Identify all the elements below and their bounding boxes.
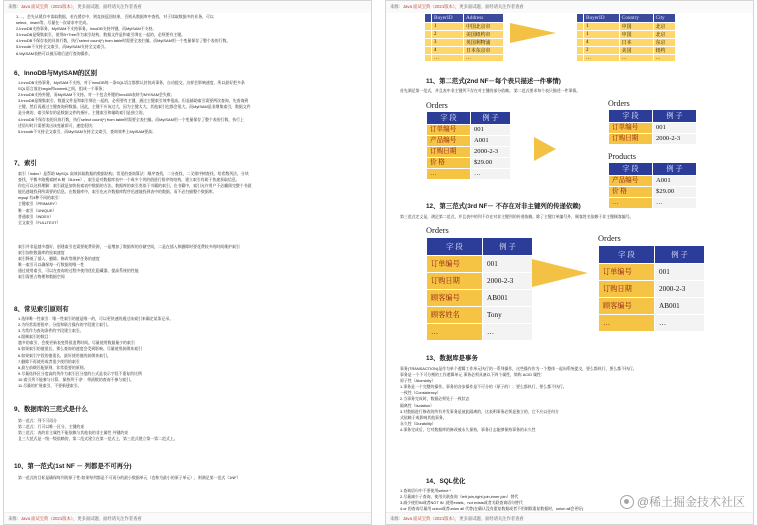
table-cell: 日本 [619, 39, 653, 47]
example-cell: … [471, 169, 511, 180]
table-row [427, 324, 533, 341]
table-cell: … [463, 55, 503, 62]
field-cell: 订单编号 [609, 123, 653, 134]
footer-prefix: 来源： [390, 516, 403, 521]
orders-table-before [426, 100, 511, 180]
example-cell: $29.00 [653, 187, 697, 198]
header-prefix: 来源： [8, 4, 21, 9]
section-14-title: 14、SQL优化 [426, 478, 466, 485]
column-header: Country [619, 14, 653, 23]
header-rest: ，更多面试题、面经请关注作者查看 [72, 4, 142, 9]
section-13-text: 事务(TRANSACTION)是作为单个逻辑工作单元执行的一系列操作，这些操作作为一个整体一起向系统提交，要么都执行、要么都不执行。 事务是一个不可分割的工作逻辑单元 事务必须具备以下四个属性，简称 ACID 属性： 原子性（Atomicity） 1.事务是一个完整的操作。事务的各步操作是不可分的（原子的）；要么都执行，要么都不执行。 一致性（Consistency） 2.当事务完成时，数据必须处于一致状态 隔离性（Isolation） 3.对数据进行修改的所有并发事务是彼此隔离的，这表明事务必须是独立的，它不应以任何方 式依赖于或影响其他事务。 永久性（Durability） 4.事务完成后，它对数据库的修改被永久保持，事务日志能够保持事务的永久性 [400, 366, 637, 432]
table-title: Orders [598, 234, 621, 243]
table-head [599, 246, 705, 264]
row-marker-cell [425, 23, 432, 31]
table [598, 245, 705, 332]
table-cell: 英国利物浦 [463, 39, 503, 47]
nf1-address-table [424, 13, 504, 62]
field-cell: 订购日期 [599, 281, 655, 298]
column-header: 字 段 [599, 246, 655, 264]
example-cell: 001 [653, 123, 697, 134]
example-cell: Tony [483, 307, 533, 324]
orders-table-before-3nf [426, 225, 533, 341]
table-row [577, 31, 676, 39]
footer-source-link[interactable]: Java 面试宝典（2021版本） [20, 516, 73, 521]
page-footer [386, 512, 753, 524]
table-cell: 纽约 [653, 47, 675, 55]
orders-table-after [608, 98, 697, 145]
example-cell: AB001 [655, 298, 705, 315]
table-cell: … [619, 55, 653, 62]
table-cell: 美国 [619, 47, 653, 55]
row-marker-cell [577, 55, 584, 62]
example-cell: 2000-2-3 [483, 273, 533, 290]
example-cell: … [653, 198, 697, 209]
table-row [425, 31, 504, 39]
table-title: Orders [426, 101, 448, 110]
header-row [609, 110, 697, 123]
table-cell: 1 [432, 23, 464, 31]
transform-arrow [510, 23, 556, 43]
field-cell: 订单编号 [599, 264, 655, 281]
field-cell: 顾客编号 [427, 290, 483, 307]
example-cell: 001 [483, 256, 533, 273]
table-cell: 日本东京市 [463, 47, 503, 55]
example-cell: A001 [471, 136, 511, 147]
table-row [609, 123, 697, 134]
table-cell: 中国 [619, 31, 653, 39]
header-source-link[interactable]: Java 面试宝典（2021版本） [20, 4, 73, 9]
table-row [427, 169, 511, 180]
left-page [3, 0, 372, 525]
field-cell: 价 格 [609, 187, 653, 198]
example-cell: AB001 [483, 290, 533, 307]
table-row [577, 39, 676, 47]
table-body [609, 176, 697, 209]
table-row [577, 55, 676, 62]
field-cell: 订单编号 [427, 125, 471, 136]
table-title: Orders [608, 99, 630, 108]
example-cell: 001 [471, 125, 511, 136]
section-11-text: 首先满足第一范式，并且表中非主键列不存在对主键的部分依赖。 第二范式要求每个表只描述一件事情。 [400, 88, 581, 93]
header-rest: ，更多面试题、面经请关注作者查看 [454, 4, 524, 9]
row-marker-cell [425, 55, 432, 62]
table-title: Orders [426, 226, 449, 235]
row-marker-cell [425, 39, 432, 47]
footer-source-link[interactable]: Java 面试宝典（2021版本） [402, 516, 455, 521]
example-cell: 2000-2-3 [653, 134, 697, 145]
table-row [577, 23, 676, 31]
section-11-title: 11、第二范式(2nd NF－每个表只描述一件事情) [426, 78, 561, 85]
column-header: 例 子 [483, 238, 533, 256]
table-cell: 东京 [653, 39, 675, 47]
field-cell: … [427, 169, 471, 180]
table-head [609, 110, 697, 123]
intro-text: 1.…，会先从缓存中读取数据，若在缓存中，则直接返回结果，否则从数据库中查找，对于读取数据多的业务，可以 select、insert等，尽量在一次请求中完成。 2.InnoDB支持事务，MyISAM不支持事务。InnoDB支持外键，而MyISAM不支持。 3.InnoDB是聚集索引，使用B+Tree作为索引结构，数据文件是和索引绑在一起的，必须要有主键。 4.InnoDB不保存表的具体行数，执行select count(*) from table时需要全表扫描。而MyISAM用一个变量保存了整个表的行数。 5.Innodb不支持全文索引，而MyISAM支持全文索引。 6.MyISAM表格可以被压缩后进行查询操作。 [16, 14, 231, 56]
table-body [425, 23, 504, 62]
column-header: BuyerID [432, 14, 464, 23]
field-cell: 顾客编号 [599, 298, 655, 315]
section-13-title: 13、数据库是事务 [426, 355, 478, 362]
header-row [425, 14, 504, 23]
table-cell: 中国 [619, 23, 653, 31]
table [608, 109, 697, 145]
column-header: 字 段 [609, 163, 653, 176]
row-marker-cell [425, 31, 432, 39]
table-head [577, 14, 676, 23]
table-row [577, 47, 676, 55]
table-row [609, 187, 697, 198]
field-cell: 订购日期 [427, 147, 471, 158]
section-14-text: 1.查询语句中不要使用select * 2.尽量减少子查询，使用关联查询（left join,right join,inner join）替代 3.减少使用IN或者NOT IN ,使用exists，not exists或者关联查询语句替代 4.or 的查询尽量用 union或者union all 代替(在确认没有重复数据或者不用剔除重复数据时，union all会更好) [400, 488, 584, 512]
orders-table-after-3nf [598, 233, 705, 332]
footer-prefix: 来源： [8, 516, 21, 521]
header-row [609, 163, 697, 176]
table-body [609, 123, 697, 145]
table-cell: 北京 [653, 31, 675, 39]
page-footer [4, 512, 371, 524]
field-cell: … [609, 198, 653, 209]
table-row [425, 47, 504, 55]
table-cell: 3 [432, 39, 464, 47]
field-cell: 订购日期 [609, 134, 653, 145]
transform-arrow [532, 259, 588, 287]
table-cell: 2 [432, 31, 464, 39]
table [426, 111, 511, 180]
table-cell: 北京 [653, 23, 675, 31]
header-row [577, 14, 676, 23]
table-row [425, 23, 504, 31]
page-header [386, 1, 753, 13]
example-cell: A001 [653, 176, 697, 187]
column-header: 例 子 [655, 246, 705, 264]
table-body [427, 125, 511, 180]
table-row [609, 134, 697, 145]
section-8-text: 1.选择唯一性索引：唯一性索引的值是唯一的，可以更快速的通过该索引来确定某条记录。 2.为经常需要排序、分组和联合操作的字段建立索引。 3.为常作为查询条件的字段建立索引。 4.限制索引的数目： 越多的索引，会使更新表变得很浪费时间。尽量使用数据量少的索引 5.如果索引的值很长，那么查询的速度会受到影响。尽量使用前缀来索引 6.如果索引字段的值很长，最好使用值的前缀来索引。 7.删除不再使用或者很少使用的索引 8.最左前缀匹配原则，非常重要的原则。 9.尽量选择区分度高的列作为索引区分度的公式是表示字段不重复的比例 10.索引列不能参与计算，保持列'干净'：带函数的查询不参与索引。 11.尽量的扩展索引，不要新建索引。 [18, 316, 173, 389]
table-head [425, 14, 504, 23]
section-12-title: 12、第三范式(3rd NF－ 不存在对非主键列的传递依赖) [426, 203, 581, 210]
table-body [599, 264, 705, 332]
footer-rest: ，更多面试题、面经请关注作者查看 [72, 516, 142, 521]
table-cell: 2 [584, 47, 620, 55]
table-row [609, 176, 697, 187]
field-cell: 订单编号 [427, 256, 483, 273]
section-7-text-2: 索引并非是越多越好，创建索引也需要耗费资源，一是增加了数据库的存储空间，二是在插入和删除时要花费较多的时间维护索引 索引加快数据库的检索速度 索引降低了插入、删除、修改等维护任务的速度 唯一索引可以确保每一行数据的唯一性 通过使用索引，可以在查询的过程中使用优化隐藏器，提高系统的性能 索引需要占物理和数据空间 [18, 244, 240, 280]
column-header: 字 段 [427, 112, 471, 125]
column-header: Address [463, 14, 503, 23]
table-cell: 4 [584, 39, 620, 47]
field-cell: … [427, 324, 483, 341]
section-9-text: 第一范式：列不可再分 第二范式：行可以唯一区分，主键约束 第三范式：表的非主属性不能依赖与其他表的非主属性 外键约束 且三大范式是一级一级依赖的，第二范式建立在第一范式上，第三范式建立第一第二范式上。 [18, 418, 178, 442]
field-cell: 价 格 [427, 158, 471, 169]
table-head [427, 238, 533, 256]
header-row [427, 112, 511, 125]
section-9-title: 9、数据库的三范式是什么 [14, 406, 88, 413]
section-7-title: 7、索引 [14, 160, 37, 167]
column-header: City [653, 14, 675, 23]
row-marker-cell [577, 39, 584, 47]
table [608, 162, 697, 209]
example-cell: 2000-2-3 [655, 281, 705, 298]
example-cell: 2000-2-3 [471, 147, 511, 158]
table-row [427, 147, 511, 158]
example-cell: 001 [655, 264, 705, 281]
column-header: 例 子 [653, 163, 697, 176]
header-row [599, 246, 705, 264]
table-row [427, 273, 533, 290]
row-marker-cell [577, 14, 584, 23]
table-cell: 美国纽约市 [463, 31, 503, 39]
table-cell: 1 [584, 31, 620, 39]
watermark [620, 493, 745, 510]
table-row [425, 55, 504, 62]
section-6-title: 6、InnoDB与MyISAM的区别 [14, 70, 98, 77]
juejin-logo-icon [620, 495, 634, 509]
table-cell: 中国北京市 [463, 23, 503, 31]
header-source-link[interactable]: Java 面试宝典（2021版本） [402, 4, 455, 9]
table-cell: 1 [584, 23, 620, 31]
table-row [427, 158, 511, 169]
row-marker-cell [425, 47, 432, 55]
table-row [427, 125, 511, 136]
table-title: Products [608, 152, 636, 161]
column-header: BuyerID [584, 14, 620, 23]
table-cell: 4 [432, 47, 464, 55]
table-body [577, 23, 676, 62]
table-cell: … [432, 55, 464, 62]
table-row [427, 256, 533, 273]
row-marker-cell [425, 14, 432, 23]
watermark-text: @稀土掘金技术社区 [636, 495, 745, 509]
right-page [385, 0, 754, 525]
section-10-text: 第一范式的目标是确保每列的原子性:如果每列都是不可再分的最小数据单元（也称为最小的原子单元），则满足第一范式（1NF） [18, 475, 241, 480]
row-marker-cell [577, 47, 584, 55]
table-row [599, 315, 705, 332]
section-6-text: 1.InnoDB支持事务，MyISAM不支持，对于InnoDB每一条SQL语言都默认封装成事务，自动提交，这样会影响速度，所以最好把多条 SQL语言放在begin和commit之间，组成一个事务； 2.InnoDB支持外键，而MyISAM不支持。对一个包含外键的InnoDB表转为MYISAM会失败； 3.InnoDB是聚集索引，数据文件是和索引绑在一起的，必须要有主键，通过主键索引效率很高。但是辅助索引需要两次查询，先查询到 主键，然后再通过主键查询到数据。因此，主键不应该过大，因为主键太大，其他索引也都会很大。而MyISAM是非聚集索引，数据文件 是分离的，索引保存的是数据文件的指针。主键索引和辅助索引是独立的。 4.InnoDB不保存表的具体行数，执行select count(*) from table时需要全表扫描。而MyISAM用一个变量保存了整个表的行数，执行上 述语句时只需要读出该变量即可，速度很快； 5.Innodb不支持全文索引，而MyISAM支持全文索引，查询效率上MyISAM要高； [18, 80, 251, 134]
table-cell: … [653, 55, 675, 62]
table-row [599, 264, 705, 281]
footer-rest: ，更多面试题、面经请关注作者查看 [454, 516, 524, 521]
table-row [427, 290, 533, 307]
field-cell: 产品编号 [609, 176, 653, 187]
field-cell: … [599, 315, 655, 332]
nf1-split-table [576, 13, 676, 62]
products-table [608, 151, 697, 209]
field-cell: 顾客姓名 [427, 307, 483, 324]
section-8-title: 8、常见索引原则有 [14, 306, 69, 313]
example-cell: … [483, 324, 533, 341]
transform-arrow [534, 137, 556, 161]
table-row [427, 136, 511, 147]
column-header: 例 子 [653, 110, 697, 123]
column-header: 字 段 [427, 238, 483, 256]
table-body [427, 256, 533, 341]
section-10-title: 10、第一范式(1st NF － 列都是不可再分) [14, 463, 132, 470]
table [426, 237, 533, 341]
table-head [609, 163, 697, 176]
field-cell: 订购日期 [427, 273, 483, 290]
table-row [425, 39, 504, 47]
row-marker-cell [577, 31, 584, 39]
column-header: 字 段 [609, 110, 653, 123]
page-header [4, 1, 371, 13]
header-row [427, 238, 533, 256]
example-cell: $29.00 [471, 158, 511, 169]
header-prefix: 来源： [390, 4, 403, 9]
section-12-text: 第三范式定义是，满足第二范式，并且表中的列不存在对非主键列的传递依赖。除了主键订单编号外，顾客姓名依赖于非主键顾客编号。 [400, 214, 634, 219]
table-row [599, 298, 705, 315]
row-marker-cell [577, 23, 584, 31]
table-cell: … [584, 55, 620, 62]
table-head [427, 112, 511, 125]
section-7-text: 索引（Index）是帮助 MySQL 高效获取数据的数据结构。常见的查询算法：顺序查找，二分查找，二叉排序树查找，哈希散列法，分块 查找，平衡多路搜索树 B 树（B-tree），索引是对数据库表中一个或多个列的值进行排序的结构，建立索引有助于快速获取信息。 你也可以这样理解：索引就是加快检索表中数据的方法。数据库的索引类似于书籍的索引。在书籍中，索引允许用户不必翻阅完整个书就 能迅速地找到所需要的信息。在数据库中，索引也允许数据库程序迅速地找到表中的数据，而不必扫描整个数据库。 mysql 有4种不同的索引： 主键索引（PRIMARY） 唯一索引（UNIQUE） 普通索引（INDEX） 全文索引（FULLTEXT） [18, 171, 252, 225]
table-row [427, 307, 533, 324]
table-row [599, 281, 705, 298]
field-cell: 产品编号 [427, 136, 471, 147]
column-header: 例 子 [471, 112, 511, 125]
example-cell: … [655, 315, 705, 332]
table-row [609, 198, 697, 209]
